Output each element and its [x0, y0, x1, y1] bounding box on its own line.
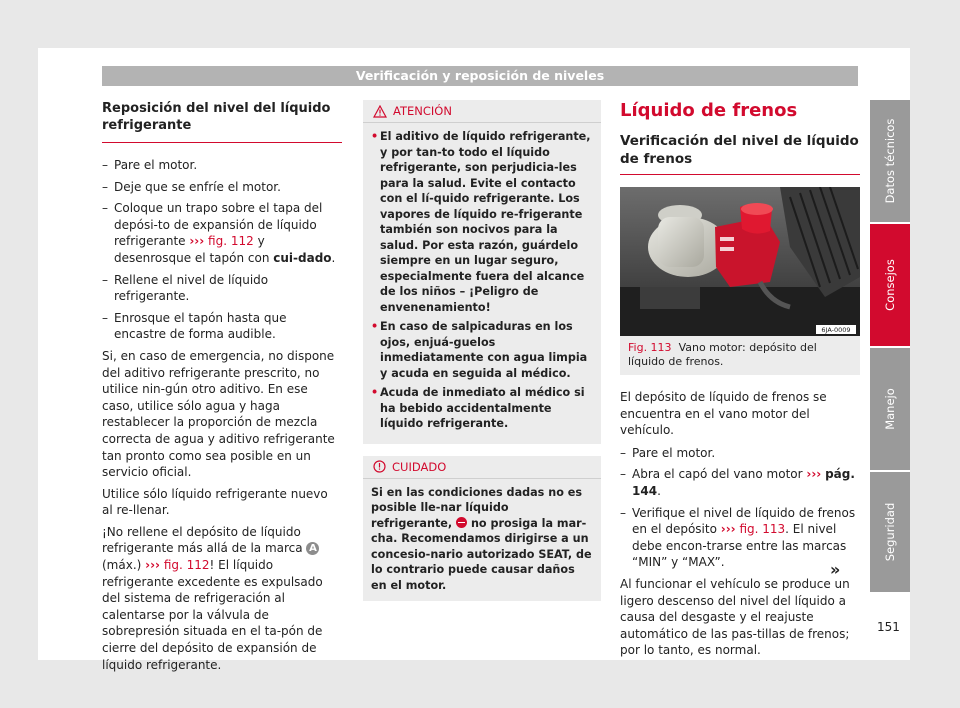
- warning-triangle-icon: [373, 105, 387, 118]
- page-link[interactable]: pág. 144: [632, 467, 855, 498]
- warning-body: [363, 123, 601, 444]
- tab-seguridad[interactable]: [870, 472, 910, 592]
- step-item: [102, 310, 342, 343]
- steps-list: [620, 445, 860, 571]
- paragraph: Utilice sólo líquido refrigerante nuevo al re-llenar.: [102, 486, 328, 518]
- warning-item: • El aditivo de líquido refrigerante, y por tan-to todo el líquido refrigerante, son perjudicia-les para la salud. Evite el contacto con el lí-quido refrigerante. Los vapores de líquido re-frigerante también son nocivos para la salud. Por esta razón, guárdelo siempre en un lugar seguro, especialmente fuera del alcance de los niños – ¡Peligro de envenenamiento!: [371, 129, 593, 315]
- caution-label: CUIDADO: [392, 459, 447, 474]
- step-text: Abra el capó del vano motor: [632, 467, 803, 482]
- warning-item: • En caso de salpicaduras en los ojos, enjuá-guelos inmediatamente con agua limpia y acuda en seguida al médico.: [371, 319, 593, 381]
- step-text: . El nivel debe encon-trarse entre las marcas “MIN” y “MAX”.: [632, 522, 847, 570]
- caution-text: Si en las condiciones dadas no es posible lle-nar líquido refrigerante,: [371, 485, 583, 530]
- step-item: [102, 272, 342, 305]
- fig-link[interactable]: fig. 112: [163, 558, 210, 573]
- figure-caption: [620, 336, 860, 375]
- page-number: 151: [877, 620, 900, 634]
- step-text: Pare el motor.: [632, 445, 716, 460]
- step-bold: cui-dado: [273, 250, 332, 265]
- step-text: Enrosque el tapón hasta que encastre de forma audible.: [114, 310, 287, 342]
- warning-item: • Acuda de inmediato al médico si ha bebido accidentalmente líquido refrigerante.: [371, 385, 593, 432]
- para-text: ! El líquido refrigerante excedente es expulsado del sistema de refrigeración al calentarse por la válvula de sobrepresión situada en el ta-pón de cierre del depósito de expansión de líquido refrigerante.: [102, 558, 323, 672]
- warning-label: ATENCIÓN: [393, 104, 452, 118]
- engine-bay-photo: [620, 187, 860, 336]
- step-item: [620, 505, 860, 571]
- step-item: [102, 179, 342, 196]
- mark-a-badge: A: [306, 542, 319, 555]
- step-text: Deje que se enfríe el motor.: [114, 179, 281, 194]
- caption-text: Vano motor: depósito del líquido de frenos.: [628, 341, 817, 368]
- figure-label: Fig. 113: [628, 341, 672, 354]
- steps-list: [102, 157, 342, 343]
- step-text: .: [331, 250, 336, 265]
- ref-arrow: ›››: [145, 558, 160, 573]
- ref-arrow: ›››: [806, 467, 822, 482]
- ref-arrow: ›››: [720, 522, 736, 537]
- step-text: Verifique el nivel de líquido de frenos en el depósito: [632, 505, 856, 537]
- column-left: [102, 100, 342, 673]
- caution-body: [363, 479, 601, 602]
- tab-label: Manejo: [883, 388, 897, 430]
- step-item: [102, 200, 342, 266]
- column-right: [620, 100, 860, 659]
- tab-label: Datos técnicos: [883, 118, 897, 204]
- ref-arrow: ›››: [189, 234, 205, 249]
- tab-label: Seguridad: [883, 502, 897, 562]
- step-text: y desenrosque el tapón con: [114, 234, 270, 265]
- page-header: Verificación y reposición de niveles: [102, 66, 858, 86]
- section-title: Reposición del nivel del líquido refrigerante: [102, 101, 331, 133]
- paragraph: Al funcionar el vehículo se produce un ligero descenso del nivel del líquido a causa del desgaste y el reajuste automático de las pas-tillas de frenos; por lo tanto, es normal.: [620, 576, 850, 658]
- tab-label: Consejos: [883, 259, 897, 311]
- fig-link[interactable]: fig. 112: [208, 234, 254, 249]
- step-text: .: [657, 483, 661, 498]
- para-text: ¡No rellene el depósito de líquido refrigerante más allá de la marca: [102, 524, 303, 556]
- step-text: Rellene el nivel de líquido refrigerante.: [114, 272, 269, 304]
- caution-circle-icon: [373, 460, 386, 473]
- caution-text: no prosiga la mar-cha. Recomendamos dirigirse a un concesio-nario autorizado SEAT, de lo contrario puede causar daños en el motor.: [371, 516, 592, 592]
- para-text: (máx.): [102, 558, 142, 573]
- continue-marker: »: [830, 560, 841, 579]
- paragraph: Si, en caso de emergencia, no dispone del aditivo refrigerante prescrito, no utilice nin-gún otro aditivo. En ese caso, utilice sólo agua y haga restablecer la proporción de mezcla correcta de agua y aditivo refrigerante tan pronto como sea posible en un servicio oficial.: [102, 348, 335, 480]
- subheading-rule: [620, 174, 860, 175]
- fig-link[interactable]: fig. 113: [739, 522, 786, 537]
- step-text: Coloque un trapo sobre el tapa del depósi-to de expansión de líquido refrigerante: [114, 201, 323, 249]
- title-rule: [102, 142, 342, 143]
- tab-manejo[interactable]: [870, 348, 910, 470]
- step-item: [620, 445, 860, 462]
- caution-header: [363, 456, 601, 479]
- figure-code: 6JA-0009: [821, 326, 851, 334]
- paragraph: [102, 524, 342, 673]
- section-subheading: Verificación del nivel de líquido de frenos: [620, 133, 859, 167]
- caution-box: [363, 456, 601, 602]
- step-item: [102, 157, 342, 174]
- section-heading: Líquido de frenos: [620, 100, 798, 121]
- figure-113: [620, 187, 860, 375]
- tab-consejos[interactable]: [870, 224, 910, 346]
- warning-box: [363, 100, 601, 444]
- warning-header: [363, 100, 601, 123]
- step-text: Pare el motor.: [114, 158, 198, 172]
- step-item: [620, 466, 860, 499]
- paragraph: El depósito de líquido de frenos se encuentra en el vano motor del vehículo.: [620, 390, 827, 438]
- tab-datos-tecnicos[interactable]: [870, 100, 910, 222]
- column-middle: [363, 100, 601, 601]
- no-entry-icon: [456, 517, 467, 528]
